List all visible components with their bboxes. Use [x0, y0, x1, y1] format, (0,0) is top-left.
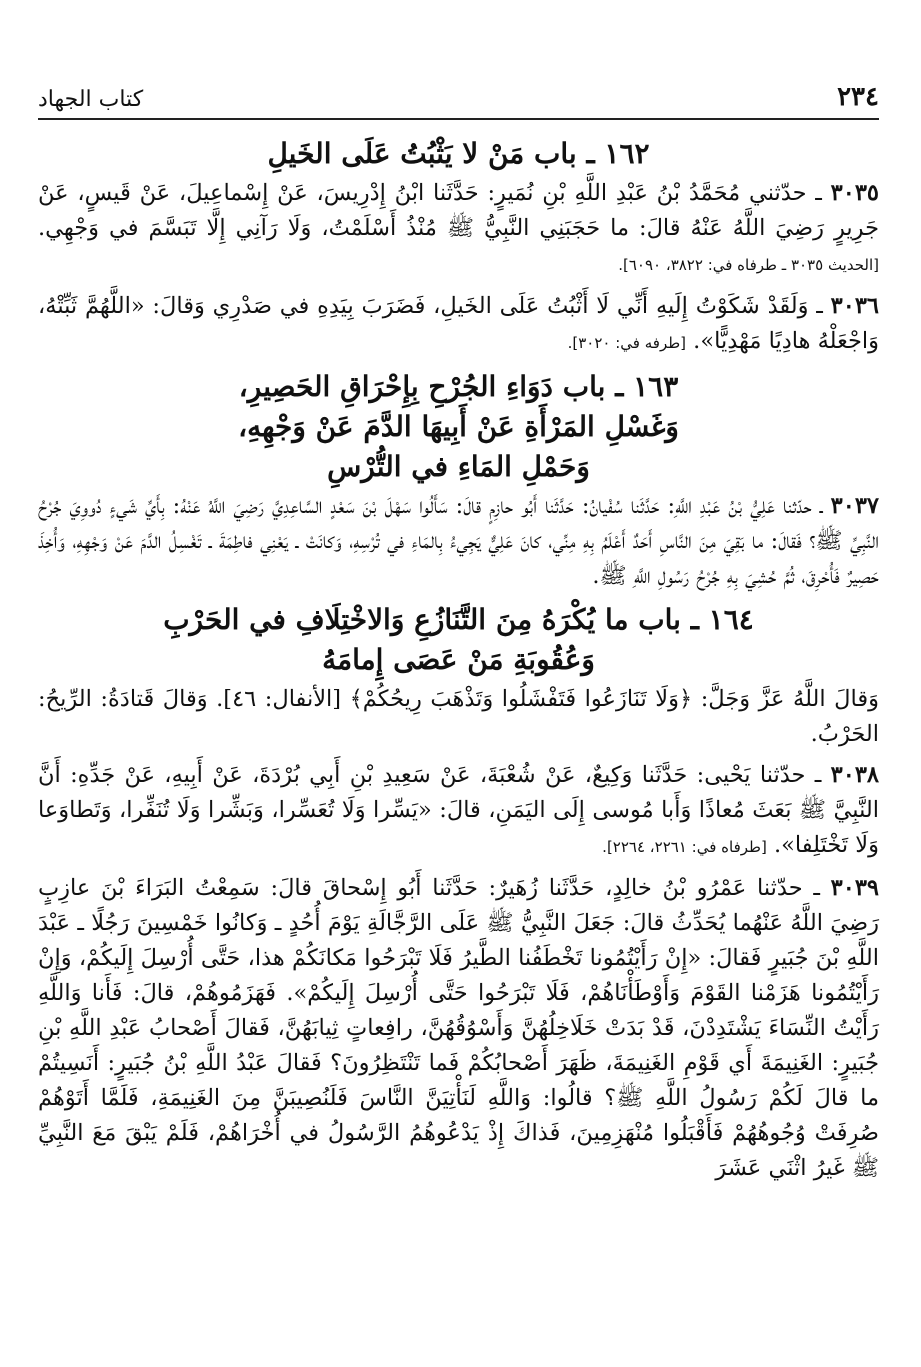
chapter-heading-line: وَغَسْلِ المَرْأَةِ عَنْ أَبِيهَا الدَّمَ عَنْ وَجْهِهِ،	[238, 410, 679, 443]
hadith-text: ـ وَلَقَدْ شَكَوْتُ إِلَيهِ أَنِّي لَا أَثْبُتُ عَلَى الخَيلِ، فَضَرَبَ بِيَدِهِ في صَدْرِي وَقالَ: «اللَّهُمَّ ثَبِّتْهُ، وَاجْعَلْهُ هادِيًا مَهْدِيًّا».	[38, 293, 879, 354]
hadith-3038	[38, 758, 879, 865]
page-content	[38, 130, 879, 1192]
hadith-note: [طرفاه في: ٢٢٦١، ٢٢٦٤].	[602, 838, 767, 856]
hadith-number: ٣٠٣٦	[830, 293, 879, 319]
chapter-heading-162: ١٦٢ ـ باب مَنْ لا يَثْبُتُ عَلَى الخَيلِ	[267, 137, 650, 170]
chapter-heading-164	[38, 600, 879, 680]
hadith-number: ٣٠٣٩	[830, 875, 879, 901]
hadith-note: [طرفه في: ٣٠٢٠].	[567, 334, 687, 352]
hadith-text: ـ حدّثني مُحَمَّدُ بْنُ عَبْدِ اللَّهِ بْنِ نُمَيرٍ: حَدَّثَنا ابْنُ إِدْرِيسَ، عَنْ إِسْماعِيلَ، عَنْ قَيسٍ، عَنْ جَرِيرٍ رَضِيَ اللَّهُ عَنْهُ قالَ: ما حَجَبَنِي النَّبِيُّ ﷺ مُنْذُ أَسْلَمْتُ، وَلَا رَآنِي إِلَّا تَبَسَّمَ في وَجْهِي.	[38, 180, 879, 241]
chapter-heading-163	[38, 367, 879, 487]
hadith-number: ٣٠٣٨	[830, 762, 879, 788]
hadith-note: [الحديث ٣٠٣٥ ـ طرفاه في: ٣٨٢٢، ٦٠٩٠].	[618, 256, 879, 274]
chapter-heading-line: وَحَمْلِ المَاءِ في التُّرْسِ	[327, 450, 590, 483]
chapter-heading-line: ١٦٣ ـ باب دَوَاءِ الجُرْحِ بِإِحْرَاقِ الحَصِيرِ،	[238, 370, 679, 403]
hadith-3036	[38, 289, 879, 361]
hadith-3037	[38, 489, 879, 594]
hadith-3035	[38, 176, 879, 283]
page-header	[38, 72, 879, 120]
book-title: كتاب الجهاد	[38, 87, 144, 112]
chapter-heading-line: ١٦٤ ـ باب ما يُكْرَهُ مِنَ التَّنَازُعِ وَالاخْتِلَافِ في الحَرْبِ	[163, 603, 754, 636]
hadith-3039	[38, 871, 879, 1186]
chapter-intro: وَقالَ اللَّهُ عَزَّ وَجَلَّ: ﴿وَلَا تَنَازَعُوا فَتَفْشَلُوا وَتَذْهَبَ رِيحُكُمْ﴾ [الأنفال: ٤٦]. وَقالَ قَتادَةُ: الرِّيحُ: الحَرْبُ.	[38, 686, 879, 747]
chapter-heading-line: وَعُقُوبَةِ مَنْ عَصَى إِمامَهُ	[322, 643, 595, 676]
hadith-text: ـ حدّثنا عَمْرُو بْنُ خالِدٍ، حَدَّثَنا زُهَيرٌ: حَدَّثَنا أَبُو إِسْحاقَ قالَ: سَمِعْتُ البَرَاءَ بْنَ عازِبٍ رَضِيَ اللَّهُ عَنْهُما يُحَدِّثُ قالَ: جَعَلَ النَّبِيُّ ﷺ عَلَى الرَّجَّالَةِ يَوْمَ أُحُدٍ ـ وَكانُوا خَمْسِينَ رَجُلًا ـ عَبْدَ اللَّهِ بْنَ جُبَيرٍ فَقالَ: «إِنْ رَأَيْتُمُونا تَخْطَفُنا الطَّيرُ فَلَا تَبْرَحُوا مَكانَكُمْ هذا، حَتَّى أُرْسِلَ إِلَيكُمْ، وَإِنْ رَأَيْتُمُونا هَزَمْنا القَوْمَ وَأَوْطَأْنَاهُمْ، فَلَا تَبْرَحُوا حَتَّى أُرْسِلَ إِلَيكُمْ». فَهَزَمُوهُمْ، قالَ: فَأَنا وَاللَّهِ رَأَيْتُ النِّسَاءَ يَشْتَدِدْنَ، قَدْ بَدَتْ خَلَاخِلُهُنَّ وَأَسْوُقُهُنَّ، رافِعاتٍ ثِيابَهُنَّ، فَقالَ أَصْحابُ عَبْدِ اللَّهِ بْنِ جُبَيرٍ: الغَنِيمَةَ أَي قَوْمِ الغَنِيمَةَ، ظَهَرَ أَصْحابُكُمْ فَما تَنْتَظِرُونَ؟ فَقالَ عَبْدُ اللَّهِ بْنُ جُبَيرٍ: أَنَسِيتُمْ ما قالَ لَكُمْ رَسُولُ اللَّهِ ﷺ؟ قالُوا: وَاللَّهِ لَنَأْتِيَنَّ النَّاسَ فَلَنُصِيبَنَّ مِنَ الغَنِيمَةِ، فَلَمَّا أَتَوْهُمْ صُرِفَتْ وُجُوهُهُمْ فَأَقْبَلُوا مُنْهَزِمِينَ، فَذاكَ إِذْ يَدْعُوهُمُ الرَّسُولُ في أُخْرَاهُمْ، فَلَمْ يَبْقَ مَعَ النَّبِيِّ ﷺ غَيرُ اثْنَي عَشَرَ	[38, 875, 879, 1181]
hadith-number: ٣٠٣٥	[830, 180, 879, 206]
hadith-number: ٣٠٣٧	[830, 493, 879, 519]
hadith-text: ـ حدّثنا يَحْيى: حَدَّثَنا وَكِيعٌ، عَنْ شُعْبَةَ، عَنْ سَعِيدِ بْنِ أَبِي بُرْدَةَ، عَنْ أَبِيهِ، عَنْ جَدِّهِ: أَنَّ النَّبِيَّ ﷺ بَعَثَ مُعاذًا وَأَبا مُوسى إِلَى اليَمَنِ، قالَ: «يَسِّرا وَلَا تُعَسِّرا، وَبَشِّرا وَلَا تُنَفِّرا، وَتَطاوَعا وَلَا تَخْتَلِفا».	[38, 762, 879, 858]
page-number: ٢٣٤	[837, 82, 879, 112]
hadith-text: ـ حدّثنا عَلِيُّ بْنُ عَبْدِ اللَّهِ: حَدَّثَنا سُفْيانُ: حَدَّثَنا أَبُو حازِمٍ قالَ: سَأَلُوا سَهْلَ بْنَ سَعْدٍ السَّاعِدِيَّ رَضِيَ اللَّهُ عَنْهُ: بِأَيِّ شَيءٍ دُووِيَ جُرْحُ النَّبِيِّ ﷺ؟ فَقالَ: ما بَقِيَ مِنَ النَّاسِ أَحَدٌ أَعْلَمُ بِهِ مِنِّي، كانَ عَلِيٌّ يَجِيءُ بِالمَاءِ في تُرْسِهِ، وَكانَتْ ـ يَعْنِي فاطِمَةَ ـ تَغْسِلُ الدَّمَ عَنْ وَجْهِهِ، وَأُخِذَ حَصِيرٌ فَأُحْرِقَ، ثُمَّ حُشِيَ بِهِ جُرْحُ رَسُولِ اللَّهِ ﷺ.	[38, 493, 879, 589]
